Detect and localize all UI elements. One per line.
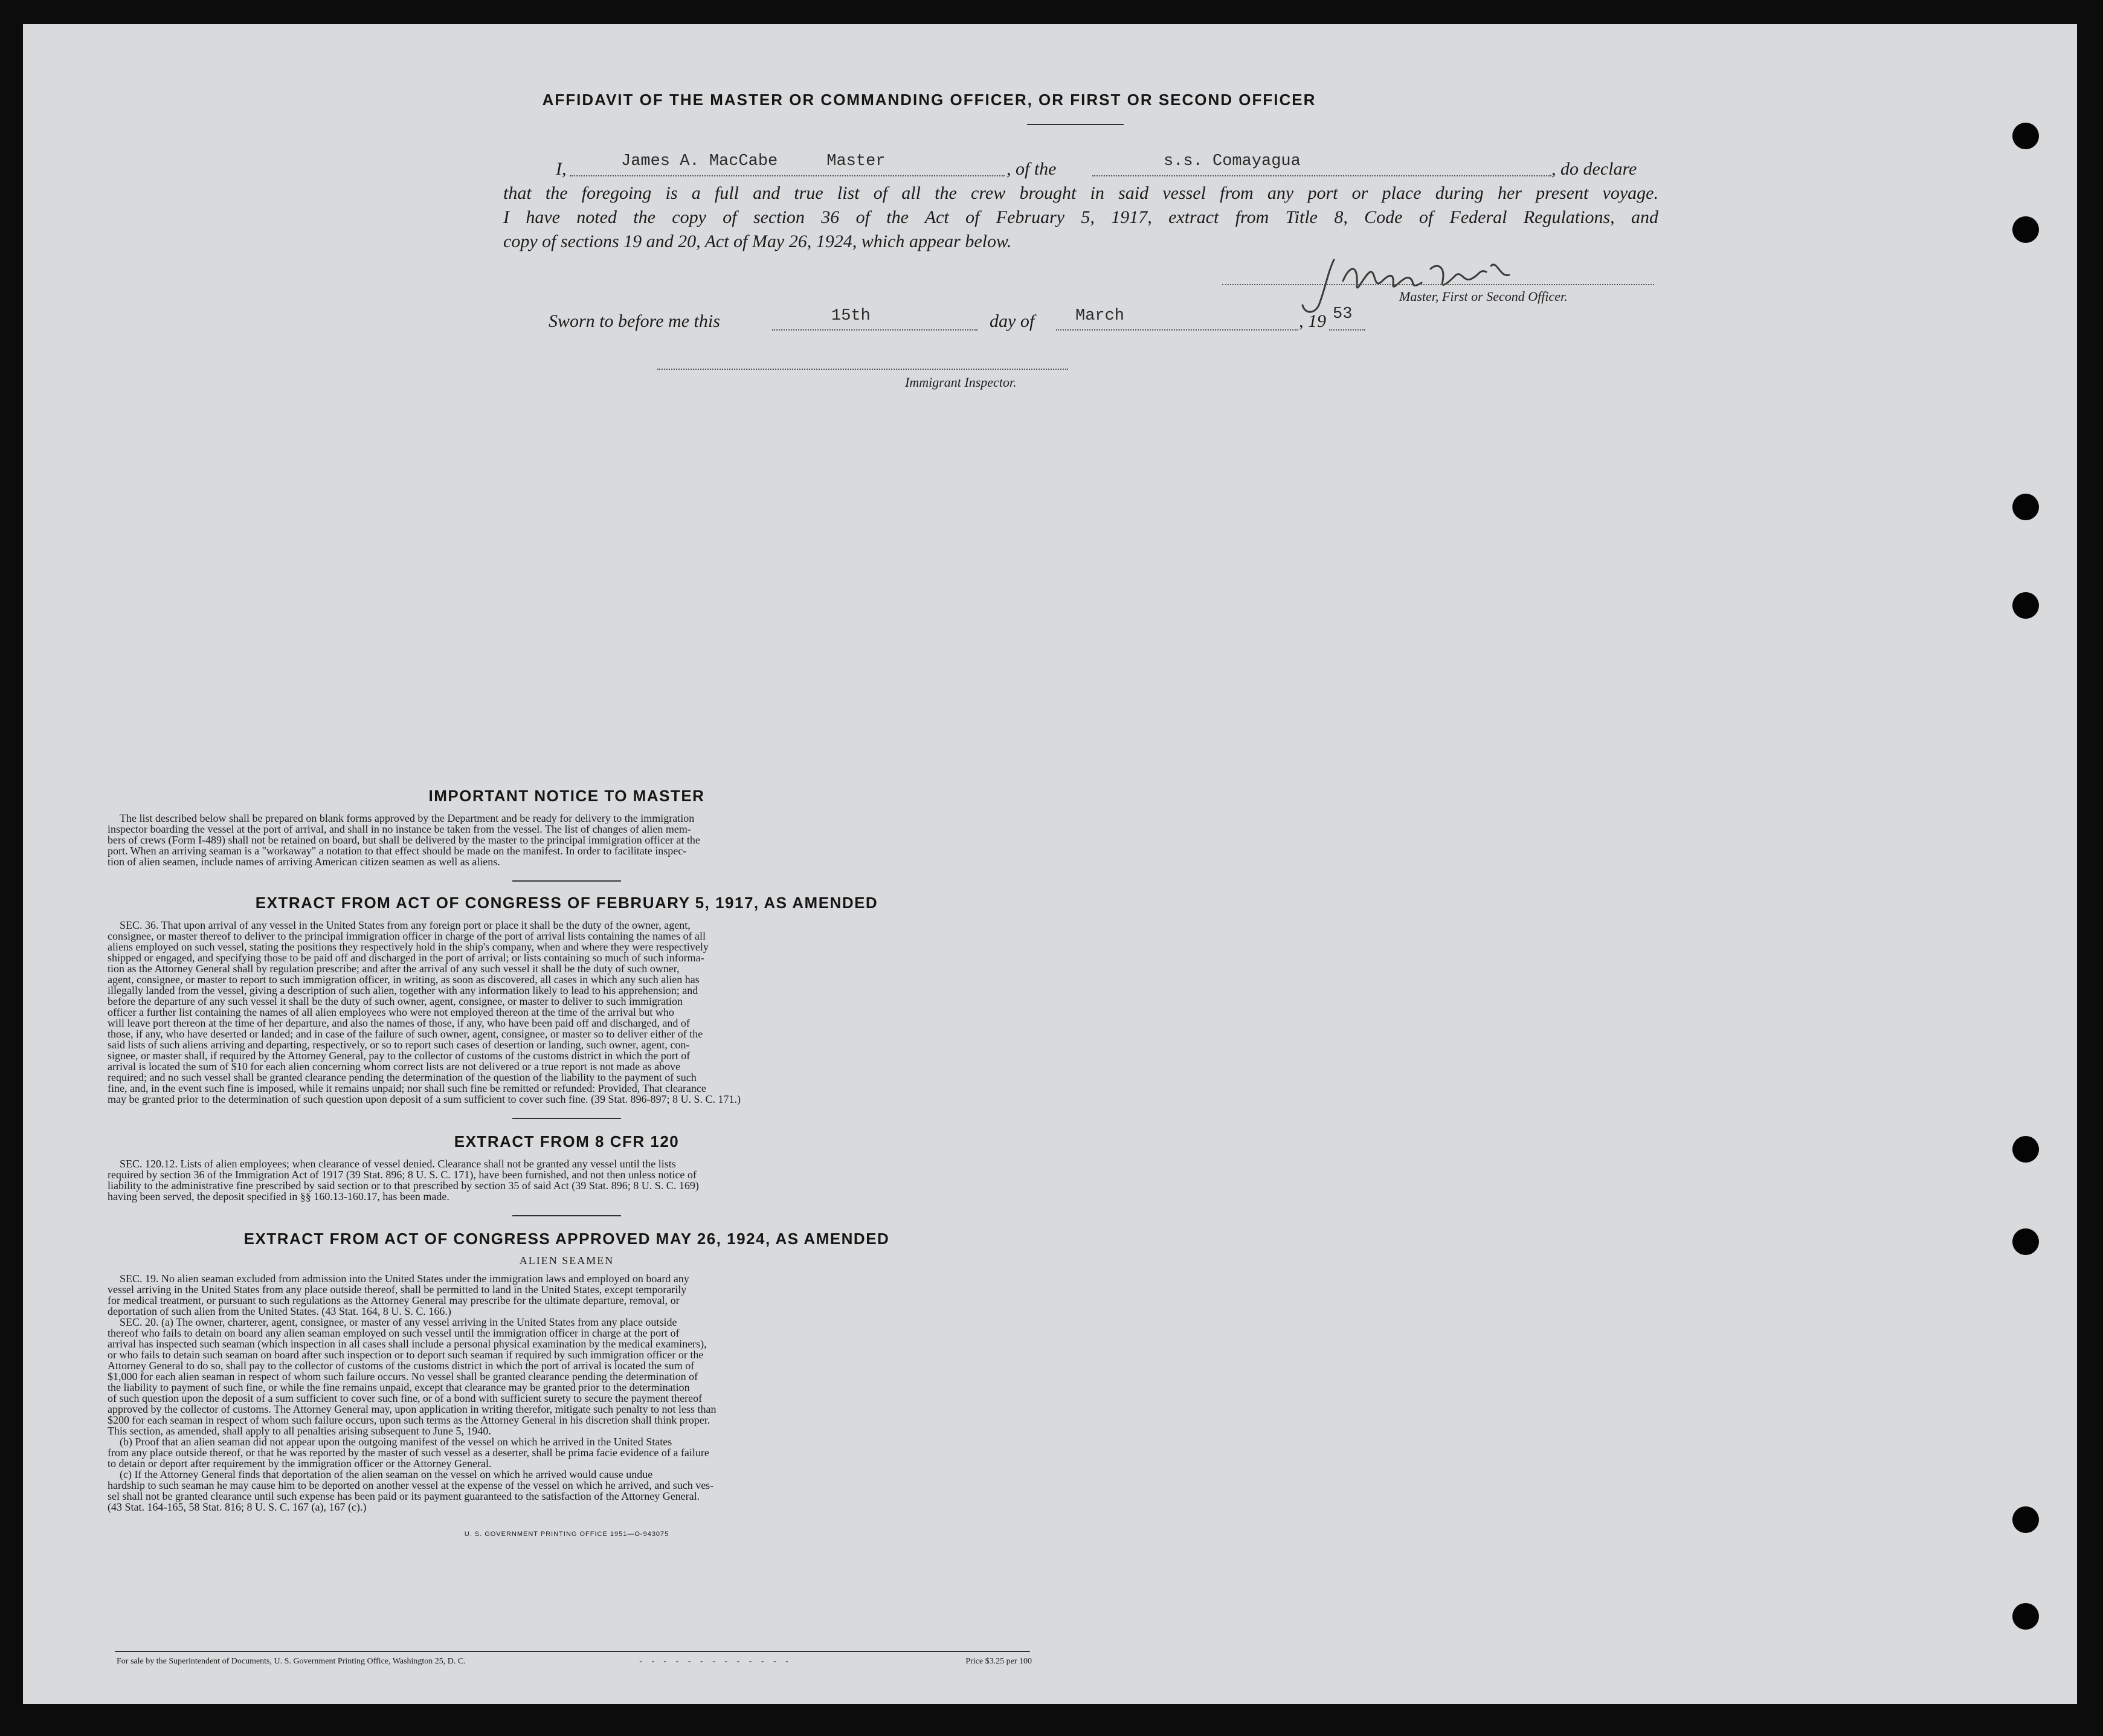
extract-1924-line: vessel arriving in the United States from any place outside thereof, shall be permitted to land in the United States, except temporarily bbox=[108, 1283, 687, 1296]
extract-cfr-line: required by section 36 of the Immigration Act of 1917 (39 Stat. 896; 8 U. S. C. 171), have been furnished, and not then unless notice of bbox=[108, 1169, 697, 1181]
notice-title: IMPORTANT NOTICE TO MASTER bbox=[428, 787, 705, 805]
extract-1924-line: SEC. 19. No alien seaman excluded from admission into the United States under the immigration laws and employed on board any bbox=[120, 1273, 689, 1285]
extract-1924-line: or who fails to detain such seaman on board after such inspection or to deport such seaman if required by such immigration officer or the bbox=[108, 1349, 704, 1361]
declaration-line-2: that the foregoing is a full and true list of all the crew brought in said vessel from any port or place during her present voyage. bbox=[503, 183, 1658, 203]
punch-hole bbox=[2012, 494, 2039, 520]
extract-1917-line: required; and no such vessel shall be granted clearance pending the determination of the question of the liability to the payment of such bbox=[108, 1071, 697, 1083]
extract-1917-line: agent, consignee, or master to report to such immigration officer, in writing, as soon as discovered, all cases in which any such alien has bbox=[108, 973, 700, 986]
notice-line: The list described below shall be prepared on blank forms approved by the Department and be ready for delivery to the immigration bbox=[120, 812, 695, 824]
punch-hole bbox=[2012, 1228, 2039, 1255]
affidavit-heading: AFFIDAVIT OF THE MASTER OR COMMANDING OFFICER, OR FIRST OR SECOND OFFICER bbox=[542, 91, 1316, 109]
divider bbox=[512, 880, 621, 882]
footer-rule bbox=[115, 1651, 1030, 1652]
extract-1917-line: officer a further list containing the names of all alien employees who were not employed thereon at the time of the arrival but who bbox=[108, 1006, 674, 1018]
extract-1924-line: the liability to payment of such fine, or while the fine remains unpaid, except that clearance may be granted prior to the determination bbox=[108, 1381, 690, 1393]
extract-1917-line: said lists of such aliens arriving and departing, respectively, or so to report such cases of desertion or landing, such owner, agent, con- bbox=[108, 1039, 690, 1051]
day-value: 15th bbox=[831, 307, 871, 325]
year-line bbox=[1329, 329, 1365, 331]
sworn-label: Sworn to before me this bbox=[549, 311, 720, 331]
extract-1917-line: aliens employed on such vessel, stating the positions they respectively hold in the ship's company, when and where they were respectively bbox=[108, 941, 709, 953]
extract-1917-line: signee, or master shall, if required by the Attorney General, pay to the collector of customs of the customs district in which the port of bbox=[108, 1050, 691, 1062]
extract-1924-line: SEC. 20. (a) The owner, charterer, agent, consignee, or master of any vessel arriving in the United States from any place outside bbox=[120, 1316, 677, 1328]
extract-1917-line: shipped or engaged, and specifying those to be paid off and discharged in the port of arrival; or lists containing so much of such informa- bbox=[108, 952, 704, 964]
extract-1917-line: those, if any, who have deserted or landed; and in case of the failure of such owner, agent, consignee, or master so to deliver either of the bbox=[108, 1028, 703, 1040]
inspector-line bbox=[657, 369, 1068, 370]
notice-line: bers of crews (Form I-489) shall not be retained on board, but shall be delivered by the master to the principal immigration officer at the bbox=[108, 834, 700, 846]
extract-1924-line: thereof who fails to detain on board any alien seaman employed on such vessel until the immigration officer in charge at the port of bbox=[108, 1327, 680, 1339]
extract-cfr-line: SEC. 120.12. Lists of alien employees; when clearance of vessel denied. Clearance shall not be granted any vessel until the lists bbox=[120, 1158, 676, 1170]
do-declare-label: , do declare bbox=[1551, 159, 1637, 179]
notice-line: inspector boarding the vessel at the port of arrival, and shall in no instance be taken from the vessel. The list of changes of alien mem- bbox=[108, 823, 691, 835]
extract-1924-line: from any place outside thereof, or that he was reported by the master of such vessel as a deserter, shall be prima facie evidence of a failure bbox=[108, 1447, 709, 1459]
extract-1917-line: SEC. 36. That upon arrival of any vessel in the United States from any foreign port or place it shall be the duty of the owner, agent, bbox=[120, 919, 691, 931]
punch-hole bbox=[2012, 216, 2039, 243]
heading-rule bbox=[1027, 124, 1124, 125]
punch-hole bbox=[2012, 123, 2039, 149]
extract-1917-line: before the departure of any such vessel it shall be the duty of such owner, agent, consignee, or master to deliver to such immigration bbox=[108, 995, 683, 1007]
divider bbox=[512, 1215, 621, 1216]
punch-hole bbox=[2012, 1506, 2039, 1533]
alien-seamen-subtitle: ALIEN SEAMEN bbox=[519, 1254, 614, 1267]
punch-hole bbox=[2012, 1603, 2039, 1630]
extract-1924-line: (c) If the Attorney General finds that deportation of the alien seaman on the vessel on which he arrived would cause undue bbox=[120, 1468, 653, 1480]
punch-hole bbox=[2012, 1136, 2039, 1163]
extract-1917-line: may be granted prior to the determination of such question upon deposit of a sum sufficient to cover such fine. (39 Stat. 896-897; 8 U. S. C. 171.) bbox=[108, 1093, 741, 1105]
extract-1924-line: deportation of such alien from the United States. (43 Stat. 164, 8 U. S. C. 166.) bbox=[108, 1305, 451, 1317]
year-prefix: , 19 bbox=[1299, 311, 1326, 331]
signature-line bbox=[1222, 284, 1654, 285]
extract-1917-line: illegally landed from the vessel, giving a description of such alien, together with any information likely to lead to his apprehension; and bbox=[108, 984, 698, 996]
vessel-name-value: s.s. Comayagua bbox=[1164, 152, 1301, 170]
divider bbox=[512, 1118, 621, 1119]
extract-1924-line: This section, as amended, shall apply to all penalties arising subsequent to June 5, 1940. bbox=[108, 1425, 491, 1437]
extract-1917-line: arrival is located the sum of $10 for each alien concerning whom correct lists are not delivered or a true report is not made as above bbox=[108, 1060, 681, 1073]
extract-1924-line: Attorney General to do so, shall pay to the collector of customs of the customs district in which the port of arrival is located the sum of bbox=[108, 1360, 695, 1372]
month-line bbox=[1056, 329, 1298, 331]
master-name-value: James A. MacCabe Master bbox=[621, 152, 886, 170]
extract-1924-line: of such question upon the deposit of a sum sufficient to cover such fine, or of a bond with sufficient surety to secure the payment thereof bbox=[108, 1392, 703, 1404]
extract-1924-line: for medical treatment, or pursuant to such regulations as the Attorney General may prescribe for the ultimate departure, removal, or bbox=[108, 1294, 680, 1306]
extract-1917-line: tion as the Attorney General shall by regulation prescribe; and after the arrival of any such vessel it shall be the duty of such owner, bbox=[108, 963, 680, 975]
inspector-caption: Immigrant Inspector. bbox=[905, 375, 1017, 390]
printing-office-imprint: U. S. GOVERNMENT PRINTING OFFICE 1951—O-943075 bbox=[464, 1531, 669, 1538]
price-text: Price $3.25 per 100 bbox=[965, 1657, 1032, 1666]
extract-1924-line: (b) Proof that an alien seaman did not appear upon the outgoing manifest of the vessel on which he arrived in the United States bbox=[120, 1436, 672, 1448]
extract-1924-body bbox=[108, 1273, 1026, 1512]
extract-1917-body bbox=[108, 920, 1026, 1105]
extract-1924-line: $1,000 for each alien seaman in respect of whom such failure occurs. No vessel shall be granted clearance pending the determination of bbox=[108, 1370, 698, 1383]
day-of-label: day of bbox=[990, 311, 1035, 331]
extract-cfr-line: liability to the administrative fine prescribed by said section or to that prescribed by section 35 of said Act (39 Stat. 896; 8 U. S. C. 169) bbox=[108, 1179, 699, 1192]
for-sale-leader: - - - - - - - - - - - - - bbox=[639, 1657, 792, 1666]
of-the-label: , of the bbox=[1006, 159, 1057, 179]
extract-1924-line: sel shall not be granted clearance until such expense has been paid or its payment guaranteed to the satisfaction of the Attorney General. bbox=[108, 1490, 700, 1502]
extract-1924-line: (43 Stat. 164-165, 58 Stat. 816; 8 U. S. C. 167 (a), 167 (c).) bbox=[108, 1501, 367, 1513]
month-value: March bbox=[1075, 307, 1125, 325]
name-line bbox=[570, 175, 1005, 176]
extract-1917-line: will leave port thereon at the time of her departure, and also the names of those, if any, who have been paid off and discharged, and of bbox=[108, 1017, 690, 1029]
for-sale-notice bbox=[117, 1657, 1032, 1667]
notice-line: tion of alien seamen, include names of arriving American citizen seamen as well as aliens. bbox=[108, 856, 500, 868]
signature-caption: Master, First or Second Officer. bbox=[1399, 289, 1568, 304]
extract-1917-line: consignee, or master thereof to deliver to the principal immigration officer in charge of the port of arrival lists containing the names of all bbox=[108, 930, 706, 942]
document-page bbox=[23, 24, 2077, 1704]
year-value: 53 bbox=[1333, 305, 1353, 323]
extract-1924-line: approved by the collector of customs. The Attorney General may, upon application in writing therefor, mitigate such penalty to not less than bbox=[108, 1403, 717, 1415]
extract-cfr-body bbox=[108, 1158, 1026, 1202]
extract-1924-line: $200 for each seaman in respect of whom such failure occurs, upon such terms as the Attorney General in his discretion shall think proper. bbox=[108, 1414, 710, 1426]
punch-hole bbox=[2012, 592, 2039, 619]
declaration-line-3: I have noted the copy of section 36 of the Act of February 5, 1917, extract from Title 8, Code of Federal Regulations, and bbox=[503, 207, 1658, 227]
extract-1917-line: fine, and, in the event such fine is imposed, while it remains unpaid; nor shall such fine be remitted or refunded: Provided, That clearance bbox=[108, 1082, 706, 1094]
extract-1924-title: EXTRACT FROM ACT OF CONGRESS APPROVED MAY 26, 1924, AS AMENDED bbox=[243, 1230, 890, 1248]
notice-line: port. When an arriving seaman is a "workaway" a notation to that effect should be made on the manifest. In order to facilitate inspec- bbox=[108, 845, 687, 857]
notice-body bbox=[108, 813, 1026, 867]
declaration-line-4: copy of sections 19 and 20, Act of May 26, 1924, which appear below. bbox=[503, 231, 1012, 251]
extract-1917-title: EXTRACT FROM ACT OF CONGRESS OF FEBRUARY 5, 1917, AS AMENDED bbox=[255, 894, 878, 912]
vessel-line bbox=[1092, 175, 1551, 176]
extract-1924-line: to detain or deport after requirement by the immigration officer or the Attorney General. bbox=[108, 1457, 492, 1470]
extract-cfr-title: EXTRACT FROM 8 CFR 120 bbox=[454, 1132, 680, 1150]
extract-1924-line: arrival has inspected such seaman (which inspection in all cases shall include a personal physical examination by the medical examiners), bbox=[108, 1338, 707, 1350]
extract-cfr-line: having been served, the deposit specified in §§ 160.13-160.17, has been made. bbox=[108, 1190, 449, 1202]
notices-column bbox=[108, 787, 1026, 1538]
extract-1924-line: hardship to such seaman he may cause him to be deported on another vessel at the expense of the vessel on which he arrived, and such ves- bbox=[108, 1479, 714, 1491]
affidavit-i: I, bbox=[556, 159, 567, 179]
for-sale-text: For sale by the Superintendent of Documents, U. S. Government Printing Office, Washington 25, D. C. bbox=[117, 1657, 466, 1666]
day-line bbox=[772, 329, 977, 331]
